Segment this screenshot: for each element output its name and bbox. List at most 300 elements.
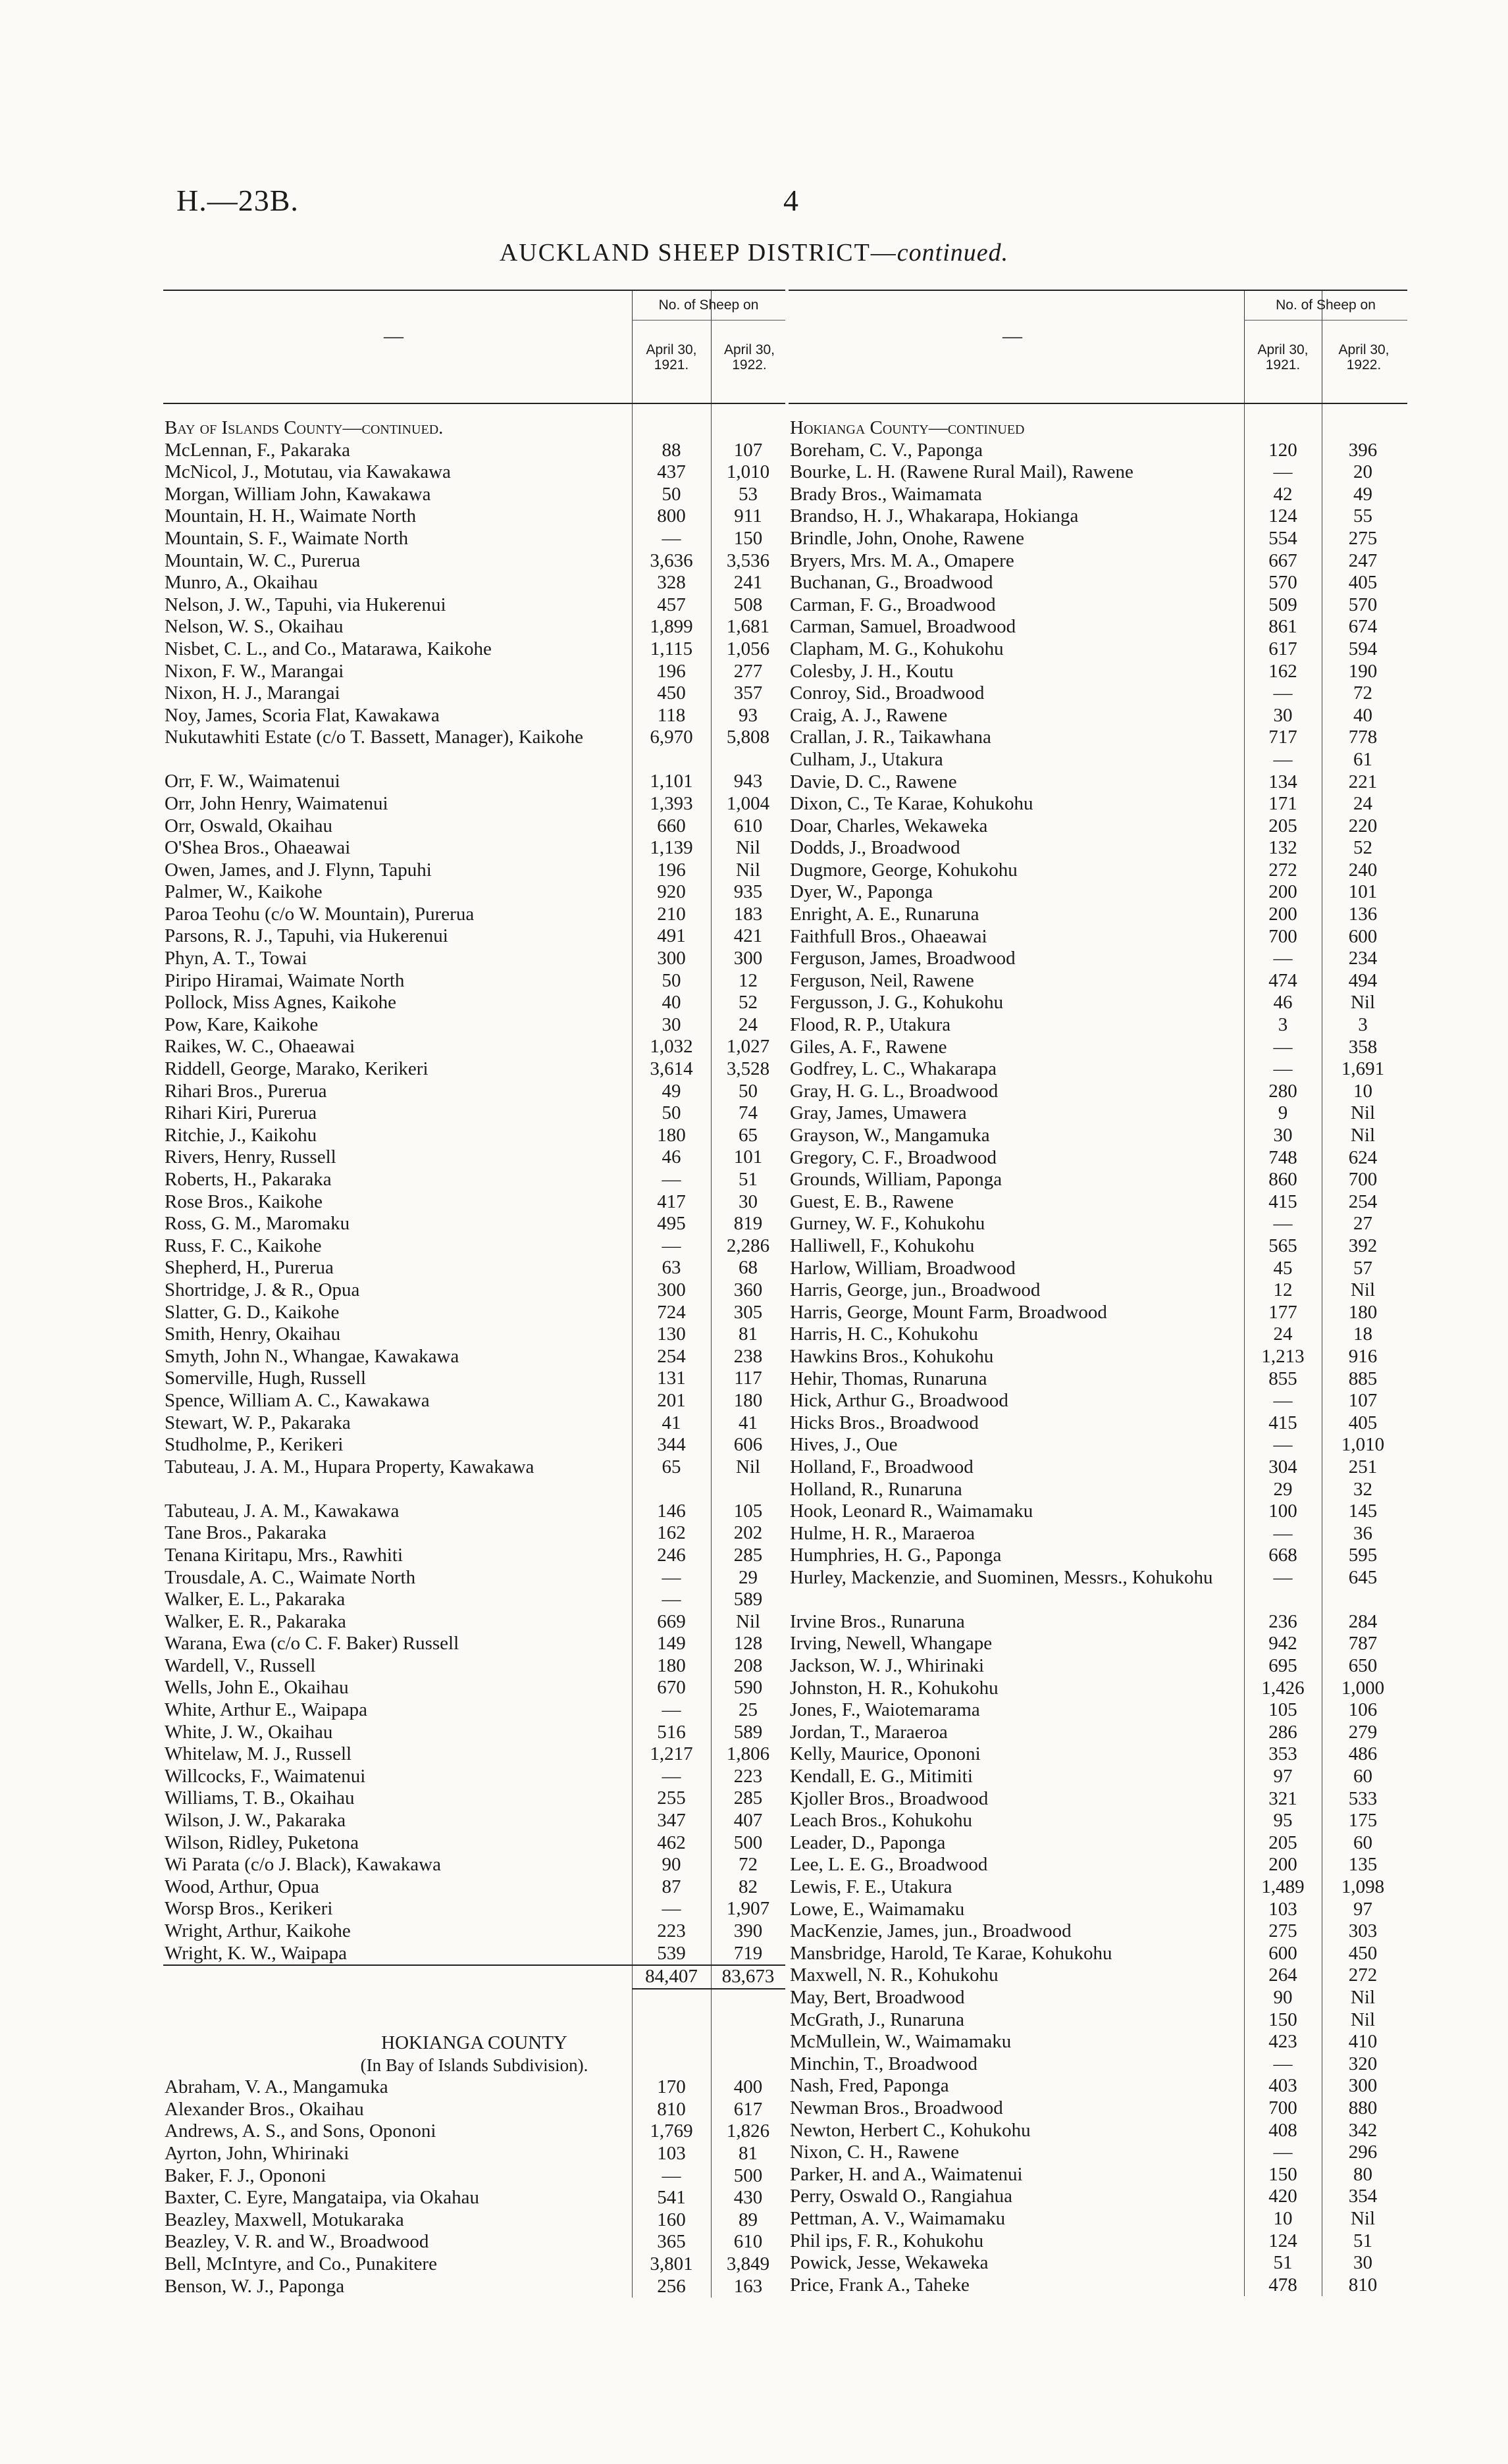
value-1922: 40	[1353, 704, 1372, 726]
table-row	[789, 926, 1407, 948]
value-1921: 1,032	[650, 1036, 693, 1058]
value-1922: 18	[1353, 1323, 1372, 1345]
value-1922: 570	[1348, 594, 1378, 615]
row-name: Tabuteau, J. A. M., Kawakawa	[165, 1500, 400, 1522]
value-1921: —	[662, 1235, 681, 1256]
value-1922: 82	[739, 1876, 758, 1897]
table-row	[163, 1036, 785, 1058]
row-name: Wood, Arthur, Opua	[165, 1876, 319, 1897]
value-1922: 97	[1353, 1898, 1372, 1920]
table-row	[789, 1545, 1407, 1567]
row-name: Baxter, C. Eyre, Mangataipa, via Okahau	[165, 2187, 479, 2209]
value-1922: 500	[733, 1832, 763, 1853]
row-name: Paroa Teohu (c/o W. Mountain), Purerua	[165, 903, 475, 925]
value-1922: 645	[1348, 1566, 1378, 1588]
value-1921: 300	[657, 1279, 686, 1300]
value-1921: —	[662, 2165, 681, 2186]
value-1921: 130	[657, 1323, 686, 1345]
row-name: Jordan, T., Maraeroa	[790, 1721, 948, 1743]
value-1921: —	[662, 1566, 681, 1588]
value-1922: 300	[733, 948, 763, 969]
table-row	[163, 1567, 785, 1589]
table-row	[163, 572, 785, 594]
table-row	[789, 1125, 1407, 1147]
table-row	[789, 1014, 1407, 1037]
row-name: (In Bay of Islands Subdivision).	[360, 2055, 588, 2075]
table-row	[789, 1523, 1407, 1545]
table-row	[163, 793, 785, 815]
table-row	[163, 705, 785, 727]
value-1922: 254	[1348, 1191, 1378, 1212]
value-1922: 93	[739, 704, 758, 726]
row-name: Nelson, J. W., Tapuhi, via Hukerenui	[165, 594, 446, 615]
row-name: Tane Bros., Pakaraka	[165, 1522, 326, 1544]
value-1922: 589	[733, 1721, 763, 1743]
value-1921: 160	[657, 2209, 686, 2230]
row-name: O'Shea Bros., Ohaeawai	[165, 837, 351, 859]
table-row	[163, 948, 785, 970]
value-1922: 30	[739, 1191, 758, 1212]
row-name: Spence, William A. C., Kawakawa	[165, 1389, 430, 1411]
row-name: Hehir, Thomas, Runaruna	[790, 1368, 987, 1389]
value-1921: 570	[1268, 572, 1297, 594]
value-1922: 305	[733, 1301, 763, 1323]
value-1922: 600	[1348, 925, 1378, 947]
value-1921: —	[1273, 1390, 1293, 1412]
value-1921: 180	[657, 1124, 686, 1146]
value-1922: 650	[1348, 1655, 1378, 1677]
table-row	[163, 1279, 785, 1302]
value-1921: 170	[657, 2076, 686, 2098]
right-column	[789, 290, 1407, 2296]
value-1922: 594	[1348, 638, 1378, 659]
page-title	[0, 238, 1508, 267]
value-1921: 131	[657, 1368, 686, 1389]
value-1921: 223	[657, 1920, 686, 1941]
value-1921: 539	[657, 1942, 686, 1964]
value-1921: 49	[662, 1080, 681, 1102]
table-row	[789, 1323, 1407, 1346]
table-row	[789, 1081, 1407, 1103]
table-row	[789, 1920, 1407, 1943]
row-name: Somerville, Hugh, Russell	[165, 1368, 367, 1389]
row-name: Harris, George, Mount Farm, Broadwood	[790, 1301, 1107, 1323]
value-1922: 279	[1348, 1721, 1378, 1743]
row-name: Smith, Henry, Okaihau	[165, 1323, 341, 1345]
table-row	[789, 904, 1407, 926]
value-1922: 700	[1348, 1169, 1378, 1191]
row-name: Fergusson, J. G., Kohukohu	[790, 992, 1004, 1014]
value-1922: Nil	[735, 1610, 761, 1632]
row-name: Lewis, F. E., Utakura	[790, 1876, 952, 1897]
table-row	[163, 440, 785, 462]
row-name: Godfrey, L. C., Whakarapa	[790, 1058, 997, 1080]
value-1922: 1,681	[726, 616, 770, 638]
row-name: Hicks Bros., Broadwood	[790, 1412, 979, 1433]
value-1921: —	[1273, 2053, 1293, 2074]
value-1921: 423	[1268, 2031, 1297, 2053]
table-row	[789, 1876, 1407, 1899]
table-row	[163, 881, 785, 904]
table-row	[163, 1146, 785, 1169]
row-name: Alexander Bros., Okaihau	[165, 2098, 364, 2120]
table-row	[163, 925, 785, 948]
value-1922: 272	[1348, 1964, 1378, 1986]
row-name: Parker, H. and A., Waimatenui	[790, 2163, 1023, 2185]
value-1921: 41	[662, 1412, 681, 1433]
value-1922: 221	[1348, 771, 1378, 792]
right-table-header	[789, 290, 1407, 404]
value-1921: 420	[1268, 2186, 1297, 2207]
table-row	[163, 992, 785, 1014]
table-row	[789, 682, 1407, 705]
value-1921: 90	[662, 1854, 681, 1876]
row-name: Wright, K. W., Waipapa	[165, 1942, 348, 1964]
value-1921: 417	[657, 1191, 686, 1212]
value-1921: 256	[657, 2275, 686, 2297]
value-1922: 787	[1348, 1633, 1378, 1655]
row-name: Perry, Oswald O., Rangiahua	[790, 2186, 1012, 2207]
page-number: 4	[783, 184, 798, 217]
row-name: Bryers, Mrs. M. A., Omapere	[790, 550, 1014, 571]
value-1922: 25	[739, 1699, 758, 1721]
value-1921: 565	[1268, 1235, 1297, 1256]
value-1922: 247	[1348, 550, 1378, 571]
row-name: Buchanan, G., Broadwood	[790, 572, 993, 594]
value-1921: 118	[657, 704, 686, 726]
row-name: Phil ips, F. R., Kohukohu	[790, 2230, 984, 2251]
row-name: Worsp Bros., Kerikeri	[165, 1898, 333, 1920]
table-row	[163, 837, 785, 860]
value-1922: 60	[1353, 1766, 1372, 1787]
value-1922: 12	[739, 969, 758, 991]
value-1921: 1,217	[650, 1743, 693, 1765]
value-1922: 83,673	[711, 1966, 785, 1989]
value-1921: 855	[1268, 1368, 1297, 1389]
value-1922: 238	[733, 1345, 763, 1367]
value-1921: 328	[657, 572, 686, 594]
value-1921: 3,614	[650, 1058, 693, 1080]
value-1921: 3,636	[650, 550, 693, 571]
value-1921: 668	[1268, 1545, 1297, 1566]
value-1922: 29	[739, 1566, 758, 1588]
row-name: Maxwell, N. R., Kohukohu	[790, 1964, 999, 1986]
row-name: Humphries, H. G., Paponga	[790, 1545, 1002, 1566]
table-row	[789, 837, 1407, 860]
row-name: Craig, A. J., Rawene	[790, 704, 948, 726]
row-name: Hurley, Mackenzie, and Suominen, Messrs., Kohukohu	[790, 1566, 1213, 1588]
row-name: Colesby, J. H., Koutu	[790, 660, 954, 682]
value-1921: 415	[1268, 1191, 1297, 1212]
value-1921: 321	[1268, 1787, 1297, 1809]
value-1922: 1,000	[1341, 1677, 1385, 1699]
value-1921: 491	[657, 925, 686, 947]
row-name: McLennan, F., Pakaraka	[165, 439, 350, 461]
value-1922: Nil	[1350, 1986, 1376, 2008]
value-1921: 97	[1273, 1766, 1293, 1787]
row-name: Trousdale, A. C., Waimate North	[165, 1566, 416, 1588]
table-row	[789, 1058, 1407, 1081]
value-1922: 3,528	[726, 1058, 770, 1080]
sub-row	[163, 2055, 785, 2077]
value-1921: 462	[657, 1832, 686, 1853]
table-row	[789, 2186, 1407, 2208]
value-1922: 819	[733, 1213, 763, 1235]
value-1921: 45	[1273, 1257, 1293, 1279]
value-1922: 407	[733, 1810, 763, 1832]
value-1921: 861	[1268, 616, 1297, 638]
table-row	[163, 815, 785, 838]
value-1921: 437	[657, 461, 686, 483]
row-name: McNicol, J., Motutau, via Kawakawa	[165, 461, 451, 483]
row-name: Minchin, T., Broadwood	[790, 2053, 977, 2074]
table-row	[163, 1323, 785, 1346]
value-1921: 860	[1268, 1169, 1297, 1191]
value-1922: 3,849	[726, 2253, 770, 2274]
value-1921: 103	[657, 2142, 686, 2164]
row-name: Hick, Arthur G., Broadwood	[790, 1390, 1008, 1412]
value-1921: 84,407	[632, 1966, 711, 1989]
row-name: Dyer, W., Paponga	[790, 881, 933, 903]
value-1922: 24	[1353, 793, 1372, 815]
value-1921: —	[662, 1765, 681, 1787]
table-row	[789, 970, 1407, 992]
value-1922: 183	[733, 903, 763, 925]
table-row	[789, 1501, 1407, 1523]
value-1922: 81	[739, 1323, 758, 1345]
value-1921: 63	[662, 1257, 681, 1279]
table-row	[789, 860, 1407, 882]
table-row	[789, 749, 1407, 771]
row-name: Tabuteau, J. A. M., Hupara Property, Kawakawa	[165, 1456, 534, 1477]
page-title-continued: continued.	[897, 239, 1009, 267]
value-1922: 27	[1353, 1213, 1372, 1235]
value-1921: 105	[1268, 1699, 1297, 1721]
header-april-1921: April 30, 1921.	[1257, 342, 1309, 372]
table-row	[163, 1434, 785, 1456]
row-name: Wardell, V., Russell	[165, 1655, 316, 1676]
value-1921: 617	[1268, 638, 1297, 659]
value-1921: 205	[1268, 815, 1297, 836]
row-name: Beazley, Maxwell, Motukaraka	[165, 2209, 404, 2230]
table-row	[789, 1987, 1407, 2009]
value-1921: 205	[1268, 1832, 1297, 1853]
table-row	[163, 1368, 785, 1390]
row-name: Rose Bros., Kaikohe	[165, 1191, 323, 1212]
row-name: Halliwell, F., Kohukohu	[790, 1235, 975, 1256]
row-name: Jackson, W. J., Whirinaki	[790, 1655, 985, 1677]
value-1922: 180	[1348, 1301, 1378, 1323]
value-1921: 495	[657, 1213, 686, 1235]
table-row	[789, 2053, 1407, 2076]
row-name: Enright, A. E., Runaruna	[790, 904, 979, 925]
value-1922: 589	[733, 1589, 763, 1610]
value-1921: 150	[1268, 2163, 1297, 2185]
value-1922: 53	[739, 483, 758, 505]
value-1922: 450	[1348, 1942, 1378, 1964]
table-row	[163, 1014, 785, 1037]
value-1922: 392	[1348, 1235, 1378, 1256]
value-1922: 36	[1353, 1522, 1372, 1544]
value-1921: 90	[1273, 1986, 1293, 2008]
value-1922: 410	[1348, 2031, 1378, 2053]
table-row	[789, 1346, 1407, 1368]
value-1922: Nil	[1350, 1125, 1376, 1146]
value-1921: 408	[1268, 2119, 1297, 2141]
table-row	[163, 970, 785, 992]
table-row	[163, 1191, 785, 1214]
value-1922: 65	[739, 1124, 758, 1146]
row-name: Orr, John Henry, Waimatenui	[165, 792, 388, 814]
table-row	[789, 461, 1407, 484]
row-name: Warana, Ewa (c/o C. F. Baker) Russell	[165, 1633, 459, 1655]
table-row	[163, 1545, 785, 1567]
value-1922: 916	[1348, 1345, 1378, 1367]
value-1921: —	[1273, 1036, 1293, 1058]
left-table-header	[163, 290, 785, 404]
row-name: Pollock, Miss Agnes, Kaikohe	[165, 992, 397, 1014]
value-1921: 667	[1268, 550, 1297, 571]
table-row	[163, 1302, 785, 1324]
row-name: Mountain, H. H., Waimate North	[165, 505, 417, 527]
value-1922: 163	[733, 2275, 763, 2297]
value-1921: 717	[1268, 727, 1297, 748]
table-row	[163, 1058, 785, 1081]
value-1922: 357	[733, 682, 763, 704]
table-row	[789, 1279, 1407, 1302]
value-1922: 68	[739, 1257, 758, 1279]
row-name: White, J. W., Okaihau	[165, 1721, 333, 1743]
value-1921: 50	[662, 969, 681, 991]
value-1922: 935	[733, 881, 763, 903]
value-1922: 10	[1353, 1080, 1372, 1102]
row-name: Pow, Kare, Kaikohe	[165, 1014, 319, 1035]
row-name: Giles, A. F., Rawene	[790, 1036, 947, 1058]
value-1922: Nil	[1350, 1279, 1376, 1301]
table-row	[163, 1589, 785, 1611]
table-row	[163, 1810, 785, 1832]
row-name: Irving, Newell, Whangape	[790, 1633, 993, 1655]
row-name: Nixon, C. H., Rawene	[790, 2142, 959, 2163]
row-name: Ross, G. M., Maromaku	[165, 1213, 350, 1235]
row-name: Abraham, V. A., Mangamuka	[165, 2076, 388, 2098]
table-row	[789, 1633, 1407, 1655]
value-1921: 180	[657, 1655, 686, 1676]
value-1922: 1,806	[726, 1743, 770, 1765]
table-row	[789, 572, 1407, 594]
row-name: Crallan, J. R., Taikawhana	[790, 727, 991, 748]
table-row	[789, 1213, 1407, 1235]
table-row	[163, 1854, 785, 1876]
row-name: Brindle, John, Onohe, Rawene	[790, 527, 1024, 549]
row-name: Nixon, H. J., Marangai	[165, 682, 340, 704]
value-1921: 280	[1268, 1080, 1297, 1102]
value-1921: 344	[657, 1434, 686, 1456]
row-name: Wilson, Ridley, Puketona	[165, 1832, 359, 1853]
value-1922: 354	[1348, 2186, 1378, 2207]
value-1922: 61	[1353, 748, 1372, 770]
value-1922: 610	[733, 2231, 763, 2253]
value-1922: 303	[1348, 1920, 1378, 1942]
value-1922: 52	[739, 992, 758, 1014]
table-row	[163, 2165, 785, 2188]
value-1922: 72	[1353, 682, 1372, 704]
row-name: Wilson, J. W., Pakaraka	[165, 1810, 346, 1832]
table-row	[789, 1678, 1407, 1700]
value-1921: 286	[1268, 1721, 1297, 1743]
value-1921: 255	[657, 1787, 686, 1809]
table-row	[163, 484, 785, 506]
value-1921: 236	[1268, 1610, 1297, 1632]
table-row	[163, 461, 785, 484]
header-dash: —	[384, 325, 403, 347]
value-1921: 30	[662, 1014, 681, 1035]
row-name: Wright, Arthur, Kaikohe	[165, 1920, 351, 1941]
value-1921: 46	[662, 1146, 681, 1168]
value-1922: 1,826	[726, 2120, 770, 2142]
value-1921: —	[1273, 2142, 1293, 2163]
value-1921: 162	[1268, 660, 1297, 682]
row-name: Smyth, John N., Whangae, Kawakawa	[165, 1345, 459, 1367]
row-name: Walker, E. R., Pakaraka	[165, 1610, 346, 1632]
row-name: Baker, F. J., Opononi	[165, 2165, 326, 2186]
row-name: Ferguson, Neil, Rawene	[790, 969, 974, 991]
value-1922: 3	[1358, 1014, 1368, 1036]
value-1921: 670	[657, 1677, 686, 1699]
table-row	[163, 1898, 785, 1920]
table-row	[789, 815, 1407, 838]
value-1921: 46	[1273, 992, 1293, 1014]
row-name: Brandso, H. J., Whakarapa, Hokianga	[790, 505, 1079, 527]
row-name: Harlow, William, Broadwood	[790, 1257, 1016, 1279]
value-1921: 3	[1278, 1014, 1288, 1036]
row-name: Beazley, V. R. and W., Broadwood	[165, 2231, 429, 2253]
value-1922: 81	[739, 2142, 758, 2164]
table-row	[789, 484, 1407, 506]
value-1921: 554	[1268, 527, 1297, 549]
row-name: Ritchie, J., Kaikohu	[165, 1124, 317, 1146]
value-1921: 474	[1268, 969, 1297, 991]
table-row	[163, 1677, 785, 1699]
table-row	[163, 594, 785, 617]
table-row	[163, 727, 785, 771]
row-name: Gray, H. G. L., Broadwood	[790, 1080, 999, 1102]
value-1921: 254	[657, 1345, 686, 1367]
row-name: Bell, McIntyre, and Co., Punakitere	[165, 2253, 437, 2274]
value-1922: 486	[1348, 1743, 1378, 1765]
value-1922: 719	[733, 1942, 763, 1964]
value-1922: 617	[733, 2098, 763, 2120]
value-1921: 800	[657, 505, 686, 527]
value-1922: 51	[1353, 2230, 1372, 2251]
value-1922: 135	[1348, 1854, 1378, 1876]
table-row	[163, 904, 785, 926]
table-row	[789, 1258, 1407, 1280]
table-row	[163, 2276, 785, 2298]
row-name: Irvine Bros., Runaruna	[790, 1610, 965, 1632]
row-name: Lee, L. E. G., Broadwood	[790, 1854, 988, 1876]
value-1921: 200	[1268, 881, 1297, 903]
row-name: Hulme, H. R., Maraeroa	[790, 1522, 975, 1544]
value-1921: 149	[657, 1633, 686, 1655]
head-row	[789, 417, 1407, 440]
head-row	[163, 417, 785, 440]
value-1921: 724	[657, 1301, 686, 1323]
value-1922: 405	[1348, 1412, 1378, 1433]
table-row	[163, 2187, 785, 2209]
value-1921: —	[1273, 948, 1293, 969]
value-1921: 171	[1268, 793, 1297, 815]
